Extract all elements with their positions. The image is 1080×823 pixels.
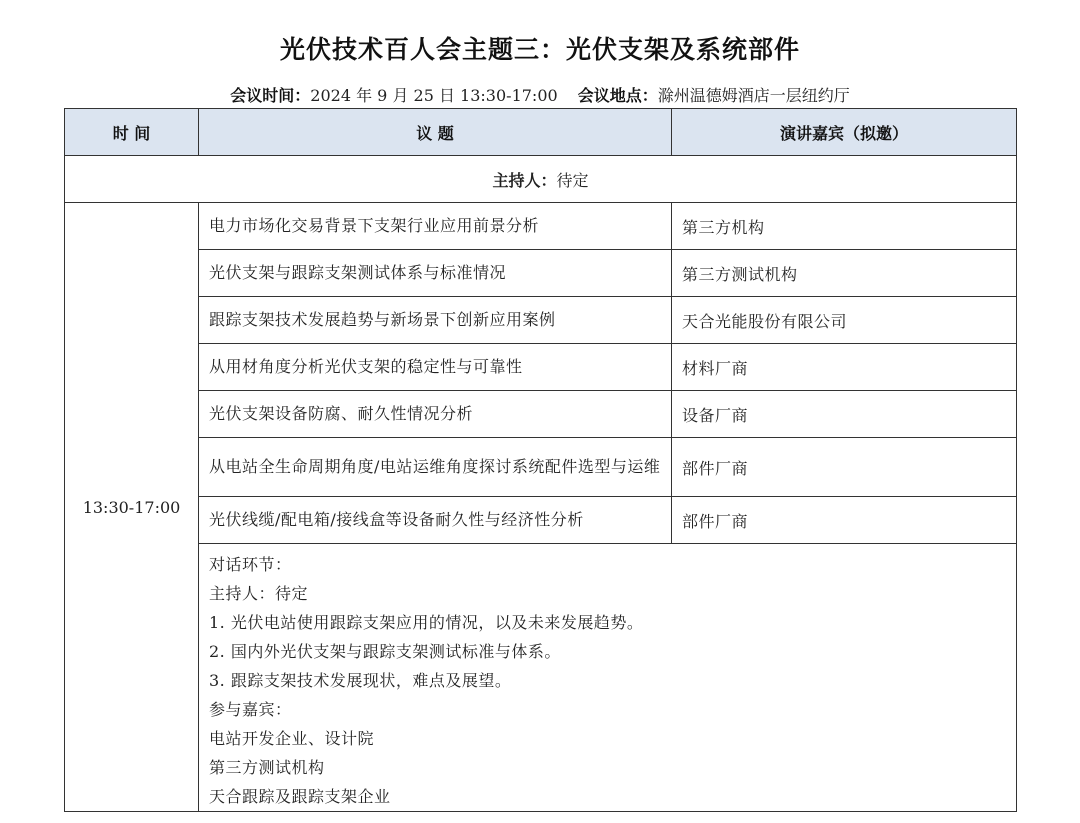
- dialog-line: 参与嘉宾：: [209, 700, 292, 719]
- meeting-place-label: 会议地点：: [577, 86, 658, 105]
- speaker-cell: 材料厂商: [672, 344, 1017, 391]
- dialog-line: 2. 国内外光伏支架与跟踪支架测试标准与体系。: [209, 642, 561, 661]
- table-row: [65, 391, 1017, 438]
- speaker-cell: 部件厂商: [672, 438, 1017, 497]
- topic-cell: 跟踪支架技术发展趋势与新场景下创新应用案例: [199, 297, 672, 344]
- table-row: [65, 438, 1017, 497]
- time-slot-cell: 13:30-17:00: [65, 203, 199, 812]
- topic-cell: 从用材角度分析光伏支架的稳定性与可靠性: [199, 344, 672, 391]
- dialog-line: 电站开发企业、设计院: [209, 729, 375, 748]
- meeting-time-value: 2024 年 9 月 25 日 13:30-17:00: [310, 86, 558, 105]
- speaker-cell: 设备厂商: [672, 391, 1017, 438]
- speaker-cell: 第三方测试机构: [672, 250, 1017, 297]
- topic-cell: 从电站全生命周期角度/电站运维角度探讨系统配件选型与运维: [199, 438, 672, 497]
- host-row: [65, 156, 1017, 203]
- page-title: 光伏技术百人会主题三：光伏支架及系统部件: [279, 35, 800, 64]
- speaker-cell: 第三方机构: [672, 203, 1017, 250]
- dialog-line: 主持人：待定: [209, 584, 309, 603]
- dialog-cell: [199, 544, 1017, 812]
- topic-cell: 光伏线缆/配电箱/接线盒等设备耐久性与经济性分析: [199, 497, 672, 544]
- table-row: [65, 250, 1017, 297]
- table-row: [65, 297, 1017, 344]
- header-time: 时 间: [65, 109, 199, 156]
- topic-cell: 光伏支架设备防腐、耐久性情况分析: [199, 391, 672, 438]
- speaker-cell: 部件厂商: [672, 497, 1017, 544]
- agenda-table: [64, 108, 1017, 812]
- dialog-line: 3. 跟踪支架技术发展现状，难点及展望。: [209, 671, 512, 690]
- dialog-line: 天合跟踪及跟踪支架企业: [209, 787, 391, 806]
- header-speaker: 演讲嘉宾（拟邀）: [672, 109, 1017, 156]
- dialog-line: 1. 光伏电站使用跟踪支架应用的情况，以及未来发展趋势。: [209, 613, 644, 632]
- table-row: [65, 497, 1017, 544]
- meeting-place-value: 滁州温德姆酒店一层纽约厅: [657, 86, 850, 105]
- host-value: 待定: [556, 170, 589, 190]
- meeting-time-label: 会议时间：: [230, 86, 311, 105]
- header-row: [65, 109, 1017, 156]
- table-row: [65, 203, 1017, 250]
- table-row: [65, 344, 1017, 391]
- header-topic: 议 题: [199, 109, 672, 156]
- topic-cell: 光伏支架与跟踪支架测试体系与标准情况: [199, 250, 672, 297]
- host-label: 主持人：: [492, 170, 557, 190]
- meeting-info: [0, 83, 1080, 106]
- dialog-line: 对话环节：: [209, 555, 292, 574]
- dialog-row: [65, 544, 1017, 812]
- dialog-line: 第三方测试机构: [209, 758, 325, 777]
- topic-cell: 电力市场化交易背景下支架行业应用前景分析: [199, 203, 672, 250]
- host-cell: [65, 156, 1017, 203]
- speaker-cell: 天合光能股份有限公司: [672, 297, 1017, 344]
